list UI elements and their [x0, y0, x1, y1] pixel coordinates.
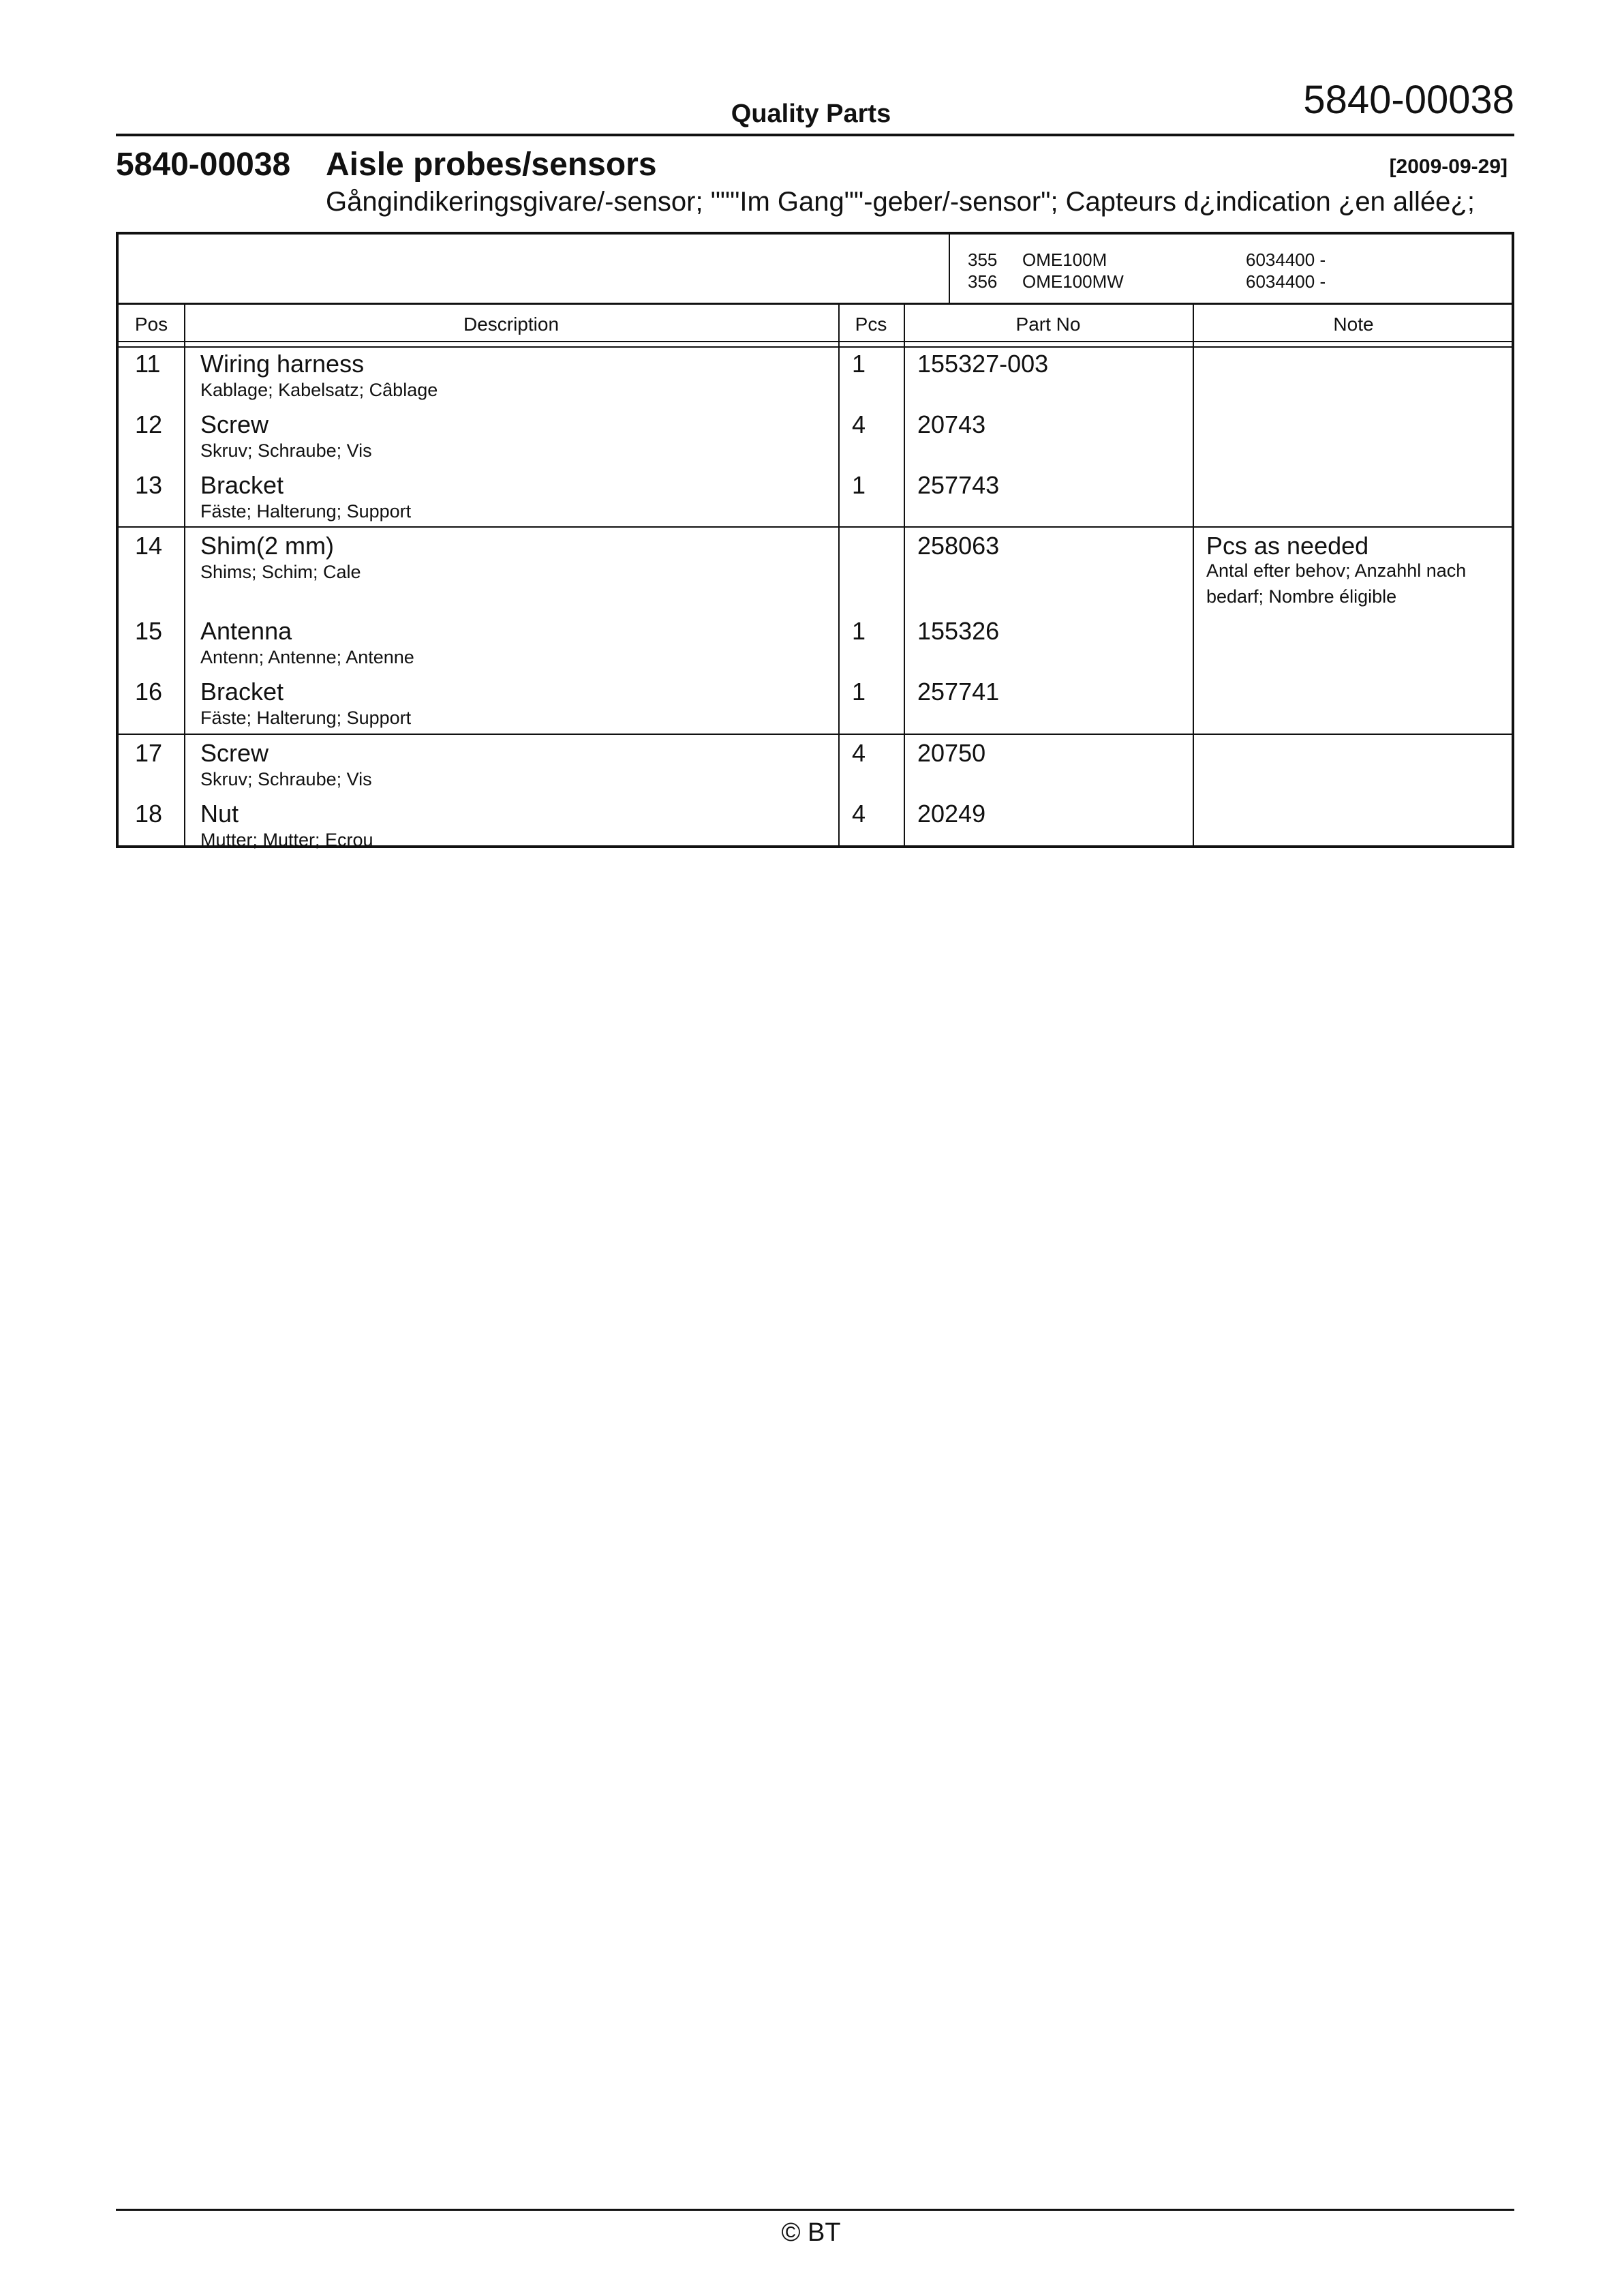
col-header-part-no: Part No	[1015, 314, 1081, 335]
row-part-no: 20743	[917, 410, 986, 438]
model-box-divider	[949, 235, 950, 303]
model-name: OME100MW	[1022, 271, 1124, 292]
row-translation: Skruv; Schraube; Vis	[200, 769, 372, 789]
col-sep	[184, 303, 185, 848]
model-num: 355	[968, 250, 998, 270]
group-name-translations: Gångindikeringsgivare/-sensor; """Im Gang""-geber/-sensor"; Capteurs d¿indication ¿en allée¿;	[326, 187, 1475, 217]
row-part-no: 258063	[917, 532, 1000, 560]
footer-divider	[116, 2209, 1514, 2211]
row-pos: 15	[135, 617, 163, 645]
row-description: Bracket	[200, 678, 284, 706]
row-description: Antenna	[200, 617, 292, 645]
row-pcs: 4	[852, 739, 866, 767]
row-description: Wiring harness	[200, 350, 365, 378]
row-pos: 17	[135, 739, 163, 767]
row-note-translation: Antal efter behov; Anzahhl nach bedarf; Nombre éligible	[1206, 560, 1467, 607]
row-pcs: 4	[852, 410, 866, 438]
col-sep	[1193, 303, 1194, 848]
row-note: Pcs as needed	[1206, 532, 1369, 560]
copyright: © BT	[781, 2218, 841, 2247]
row-part-no: 155327-003	[917, 350, 1049, 378]
row-translation: Skruv; Schraube; Vis	[200, 440, 372, 461]
row-pos: 16	[135, 678, 163, 706]
section-title: Quality Parts	[731, 100, 891, 128]
row-translation: Antenn; Antenne; Antenne	[200, 647, 414, 667]
row-pcs: 1	[852, 617, 866, 645]
row-part-no: 20249	[917, 800, 986, 828]
row-pos: 13	[135, 471, 163, 499]
model-serial: 6034400 -	[1246, 250, 1326, 270]
row-pcs: 1	[852, 350, 866, 378]
row-pcs: 1	[852, 678, 866, 706]
header-divider	[116, 134, 1514, 136]
group-code: 5840-00038	[116, 147, 291, 183]
row-description: Shim(2 mm)	[200, 532, 334, 560]
col-sep	[838, 303, 840, 848]
row-pos: 14	[135, 532, 163, 560]
row-translation: Shims; Schim; Cale	[200, 562, 361, 582]
col-header-pos: Pos	[134, 314, 168, 335]
model-name: OME100M	[1022, 250, 1107, 270]
col-header-note: Note	[1333, 314, 1374, 335]
row-translation: Kablage; Kabelsatz; Câblage	[200, 380, 438, 400]
parts-table	[116, 232, 1514, 848]
row-pos: 11	[135, 350, 161, 378]
row-pos: 12	[135, 410, 163, 438]
revision-date: [2009-09-29]	[1389, 155, 1508, 178]
col-sep	[904, 303, 905, 848]
row-part-no: 20750	[917, 739, 986, 767]
row-description: Bracket	[200, 471, 284, 499]
row-pcs: 1	[852, 471, 866, 499]
document-number: 5840-00038	[1303, 78, 1514, 122]
row-part-no: 257741	[917, 678, 1000, 706]
group-divider	[119, 526, 1514, 528]
group-divider	[119, 734, 1514, 735]
row-description: Screw	[200, 739, 269, 767]
col-header-pcs: Pcs	[855, 314, 887, 335]
col-header-description: Description	[463, 314, 560, 335]
row-pcs: 4	[852, 800, 866, 828]
model-serial: 6034400 -	[1246, 271, 1326, 292]
row-pos: 18	[135, 800, 163, 828]
header-rule	[119, 346, 1514, 348]
row-part-no: 257743	[917, 471, 1000, 499]
group-name: Aisle probes/sensors	[326, 147, 657, 183]
row-description: Screw	[200, 410, 269, 438]
model-num: 356	[968, 271, 998, 292]
row-part-no: 155326	[917, 617, 1000, 645]
row-translation: Fäste; Halterung; Support	[200, 501, 412, 522]
row-translation: Mutter; Mutter; Ecrou	[200, 830, 373, 850]
header-rule	[119, 341, 1514, 342]
row-translation: Fäste; Halterung; Support	[200, 708, 412, 728]
row-description: Nut	[200, 800, 239, 828]
model-box-bottom	[119, 303, 1514, 305]
